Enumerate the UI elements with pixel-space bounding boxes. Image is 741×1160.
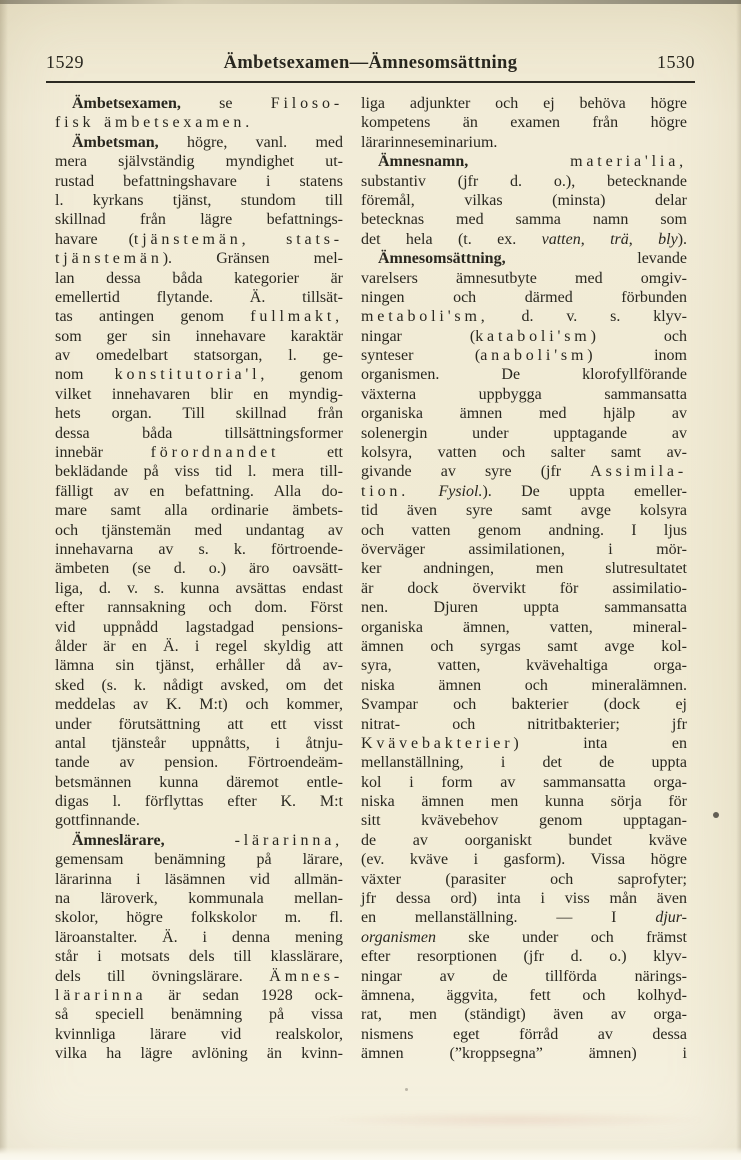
text-line [361, 773, 687, 792]
text-line [55, 540, 343, 559]
text-segment: nom [55, 366, 115, 384]
text-line [361, 753, 687, 772]
text-line [55, 462, 343, 481]
text-segment: och vatten genom andning. I ljus [361, 521, 687, 539]
text-segment: efter resorptionen (jfr d. o.) klyv- [361, 948, 687, 966]
text-segment: betsmännen kunna däremot entle- [55, 773, 343, 791]
text-line [361, 521, 687, 540]
text-line [361, 443, 687, 462]
text-line [55, 482, 343, 501]
text-segment: ningen och därmed förbunden [361, 288, 687, 306]
letterspaced-term: materia'lia, [570, 153, 687, 171]
text-segment: havare ( [55, 230, 134, 248]
text-line [55, 424, 343, 443]
text-segment: mellanställning, i det de uppta [361, 754, 687, 772]
text-line [55, 908, 343, 927]
text-line [361, 1044, 687, 1063]
text-line [55, 715, 343, 734]
letterspaced-term: tjänstemän, stats- [133, 230, 343, 248]
text-segment: överväger assimilationen, i mör- [361, 540, 687, 558]
text-segment: liga, d. v. s. kunna avsättas endast [55, 579, 343, 597]
page-right-edge [736, 0, 741, 1160]
letterspaced-term: konstitutoria'l, [114, 366, 269, 384]
letterspaced-term: -lärarinna, [234, 831, 343, 849]
text-line [55, 521, 343, 540]
text-line [361, 676, 687, 695]
text-segment: , [628, 230, 659, 248]
text-segment: ningar ( [361, 327, 476, 345]
text-line [55, 676, 343, 695]
letterspaced-term: Filoso- [270, 95, 343, 112]
text-segment: l. kyrkans tjänst, stundom till [55, 191, 343, 209]
text-line [361, 889, 687, 908]
text-line [55, 191, 343, 210]
text-segment: ett [279, 444, 343, 462]
text-segment: hets organ. Till skillnad från [55, 405, 343, 423]
text-line [361, 928, 687, 947]
text-segment: tid även syre samt avge kolsyra [361, 502, 687, 520]
text-segment: ) inta en [513, 734, 687, 752]
text-segment: niska ämnen och mineralämnen. [361, 676, 687, 694]
ink-speck-small [405, 1088, 408, 1091]
letterspaced-term: metaboli'sm, [361, 308, 489, 326]
text-segment: givande av syre (jfr [361, 463, 591, 481]
text-line [55, 172, 343, 191]
text-line [361, 269, 687, 288]
text-line [361, 113, 687, 132]
text-line [361, 579, 687, 598]
text-segment: nismens eget förråd av dessa [361, 1025, 687, 1043]
text-segment: efter rannsakning och dom. Först [55, 599, 343, 617]
letterspaced-term: kataboli'sm [475, 327, 591, 345]
page-left-edge [0, 0, 8, 1160]
text-segment: beklädande på viss tid l. mera till- [55, 463, 343, 481]
entry-headword: Ämneslärare, [72, 831, 165, 849]
text-line [55, 773, 343, 792]
right-page-number: 1530 [657, 52, 695, 72]
text-line [361, 656, 687, 675]
text-line [361, 967, 687, 986]
text-line [361, 618, 687, 637]
text-line [361, 1025, 687, 1044]
text-line [361, 346, 687, 365]
letterspaced-term: tjänstemän [55, 250, 163, 268]
italic-term: organismen [361, 928, 436, 946]
text-line [55, 831, 343, 850]
text-line [361, 908, 687, 927]
text-line [55, 1044, 343, 1063]
text-segment: ningar av de tillförda närings- [361, 967, 687, 985]
text-line [361, 365, 687, 384]
ink-speck [713, 812, 719, 818]
text-segment: kolsyra, vatten och salter samt av- [361, 444, 687, 462]
text-line [361, 947, 687, 966]
text-line [361, 210, 687, 229]
text-segment: ). De uppta emeller- [482, 482, 688, 500]
text-segment: emellertid flytande. Ä. tillsät- [55, 288, 343, 306]
italic-term: bly [658, 230, 678, 248]
text-segment: (ev. kväve i gasform). Vissa högre [361, 851, 687, 869]
text-line [55, 152, 343, 171]
page-top-edge [0, 0, 741, 4]
text-segment: skolor, högre folkskolor m. fl. [55, 909, 343, 927]
text-line [361, 94, 687, 113]
text-line [361, 734, 687, 753]
text-segment: ) inom [587, 347, 687, 365]
text-line [55, 579, 343, 598]
text-segment: en mellanställning. — I [361, 909, 656, 927]
text-segment: se [180, 95, 271, 112]
text-line [55, 307, 343, 326]
text-segment [165, 832, 235, 849]
text-segment: och tjänstemän med undantag av [55, 521, 343, 539]
text-segment: d. v. s. klyv- [488, 308, 687, 326]
text-segment: sked (s. k. nådigt avsked, om det [55, 676, 343, 694]
text-line [55, 986, 343, 1005]
text-line [361, 462, 687, 481]
text-segment: Svampar och bakterier (dock ej [361, 696, 687, 714]
header-rule [46, 81, 695, 83]
page-bottom-edge [0, 1147, 741, 1160]
text-segment: så speciell benämning på vissa [55, 1006, 343, 1024]
text-line [361, 811, 687, 830]
text-segment: är dock övervikt för assimilatio- [361, 579, 687, 597]
text-line [55, 753, 343, 772]
text-segment: jfr dessa ord) inta i viss mån även [361, 890, 687, 908]
text-segment: antal tjänsteår uppnåtts, i åtnju- [55, 734, 343, 752]
running-header [46, 52, 695, 74]
text-segment: växter (parasiter och saprofyter; [361, 870, 687, 888]
text-line [361, 404, 687, 423]
text-line [361, 870, 687, 889]
text-line [55, 269, 343, 288]
text-segment: syra, vatten, kvävehaltiga orga- [361, 657, 687, 675]
text-segment: skillnad från lägre befattnings- [55, 211, 343, 229]
text-line [361, 715, 687, 734]
text-segment: levande [505, 250, 687, 268]
letterspaced-term: förordnandet [150, 444, 280, 462]
text-segment: innehavarna av s. k. förtroende- [55, 540, 343, 558]
text-segment: mera självständig myndighet ut- [55, 153, 343, 171]
text-segment: solenergin under upptagande av [361, 424, 687, 442]
text-segment: ämnen (”kroppsegna” ämnen) i [361, 1045, 687, 1063]
text-segment: ämnena, äggvita, fett och kolhyd- [361, 986, 687, 1004]
text-segment: organiska ämnen med hjälp av [361, 405, 687, 423]
text-line [361, 540, 687, 559]
text-segment: rustad befattningshavare i statens [55, 172, 343, 190]
text-line [55, 501, 343, 520]
text-segment: varelsers ämnesutbyte med omgiv- [361, 269, 687, 287]
text-segment: meddelas av K. M:t) och kommer, [55, 696, 343, 714]
text-line [361, 482, 687, 501]
letterspaced-term: Kvävebakterier [361, 734, 514, 752]
letterspaced-term: Ämnes- [269, 967, 343, 985]
italic-term: Fysiol. [438, 482, 483, 500]
text-segment: vid uppnådd lagstadgad pensions- [55, 618, 343, 636]
text-line [55, 443, 343, 462]
text-segment: av omedelbart statsorgan, l. ge- [55, 347, 343, 365]
text-segment: ). [677, 230, 688, 248]
text-line [361, 559, 687, 578]
text-segment: de av oorganiskt bundet kväve [361, 831, 687, 849]
text-segment: det hela (t. ex. [361, 230, 542, 248]
text-line [361, 1005, 687, 1024]
text-line [361, 191, 687, 210]
text-segment: som ger sin innehavare karaktär [55, 327, 343, 345]
text-line [55, 288, 343, 307]
text-segment: föremål, vilkas (minsta) delar [361, 191, 687, 209]
text-line [55, 850, 343, 869]
text-segment: genom [268, 366, 343, 384]
text-segment: kol i form av sammansatta orga- [361, 773, 687, 791]
text-segment: organiska ämnen, vatten, mineral- [361, 618, 687, 636]
text-segment: lärarinneseminarium. [361, 133, 498, 151]
text-line [361, 792, 687, 811]
text-line [55, 618, 343, 637]
entry-headword: Ämbetsman, [72, 133, 159, 151]
text-line [55, 792, 343, 811]
text-segment: substantiv (jfr d. o.), betecknande [361, 172, 687, 190]
text-line [55, 947, 343, 966]
text-line [55, 404, 343, 423]
text-line [55, 870, 343, 889]
text-segment: kvinnliga lärare vid realskolor, [55, 1025, 343, 1043]
text-line [55, 230, 343, 249]
text-segment: kompetens än examen från högre [361, 114, 687, 132]
text-line [55, 637, 343, 656]
text-segment: läroanstalter. Ä. i denna mening [55, 928, 343, 946]
text-line [361, 385, 687, 404]
text-line [361, 249, 687, 268]
text-segment: innebär [55, 444, 151, 462]
text-segment [468, 153, 570, 170]
text-line [361, 230, 687, 249]
text-line [55, 210, 343, 229]
text-segment: niska ämnen men kunna sörja för [361, 793, 687, 811]
text-segment: ske under och främst [435, 928, 687, 946]
italic-term: djur- [655, 909, 687, 927]
text-line [55, 559, 343, 578]
text-segment: betecknas med samma namn som [361, 211, 687, 229]
text-line [361, 986, 687, 1005]
text-columns [55, 94, 687, 1064]
text-segment: synteser ( [361, 347, 481, 365]
text-segment: na läroverk, kommunala mellan- [55, 890, 343, 908]
entry-headword: Ämnesomsättning, [378, 250, 506, 268]
text-segment: fälligt av en befattning. Alla do- [55, 482, 343, 500]
letterspaced-term: anaboli'sm [480, 347, 588, 365]
text-line [55, 327, 343, 346]
text-segment: vilka ha lägre avlöning än kvinn- [55, 1045, 343, 1063]
italic-term: trä [610, 230, 629, 248]
text-segment: under förutsättning att ett visst [55, 715, 343, 733]
text-line [361, 288, 687, 307]
text-segment: organismen. De klorofyllförande [361, 366, 687, 384]
text-line [361, 172, 687, 191]
text-segment: står i motsats dels till klasslärare, [55, 948, 343, 966]
text-line [55, 695, 343, 714]
text-line [361, 850, 687, 869]
text-segment: vilket innehavaren blir en myndig- [55, 385, 343, 403]
text-line [55, 249, 343, 268]
text-segment: lämna sin tjänst, erhåller då av- [55, 657, 343, 675]
text-segment: växterna uppbygga sammansatta [361, 385, 687, 403]
text-segment: tande av pension. Förtroendeäm- [55, 754, 343, 772]
entry-headword: Ämnesnamn, [378, 153, 469, 171]
text-segment: är sedan 1928 ock- [146, 986, 343, 1004]
text-segment: lärarinna i läsämnen vid allmän- [55, 870, 343, 888]
text-line [55, 1025, 343, 1044]
text-segment: ämnen och syrgas samt avge kol- [361, 637, 687, 655]
text-line [55, 967, 343, 986]
text-segment: gottfinnande. [55, 812, 140, 830]
right-column [361, 94, 687, 1064]
text-line [55, 598, 343, 617]
letterspaced-term: Assimila- [590, 463, 687, 481]
text-line [55, 113, 343, 132]
text-segment: gemensam benämning på lärare, [55, 851, 343, 869]
text-line [361, 133, 687, 152]
letterspaced-term: lärarinna [55, 986, 147, 1004]
text-segment: digas l. förflyttas efter K. M:t [55, 793, 343, 811]
text-line [361, 598, 687, 617]
scan-smudge [320, 1112, 710, 1128]
left-page-number: 1529 [46, 52, 84, 72]
text-line [361, 501, 687, 520]
text-line [55, 928, 343, 947]
letterspaced-term: fullmakt, [250, 308, 343, 326]
letterspaced-term: tion. [361, 482, 410, 500]
text-segment: sitt kvävebehov genom upptagan- [361, 812, 687, 830]
text-line [55, 94, 343, 113]
text-line [361, 695, 687, 714]
text-segment: nitrat- och nitritbakterier; jfr [361, 715, 687, 733]
italic-term: vatten [541, 230, 581, 248]
letterspaced-term: fisk ämbetsexamen. [55, 114, 254, 132]
text-segment: liga adjunkter och ej behöva högre [361, 95, 687, 112]
text-segment: högre, vanl. med [158, 133, 343, 151]
text-line [55, 1005, 343, 1024]
text-line [55, 365, 343, 384]
text-segment: rat, men (ständigt) även av orga- [361, 1006, 687, 1024]
text-segment: dels till övningslärare. [55, 967, 270, 985]
text-segment: ålder är en Ä. i regel skyldig att [55, 637, 343, 655]
text-line [361, 637, 687, 656]
text-segment: ). Gränsen mel- [162, 250, 343, 268]
text-line [55, 734, 343, 753]
text-line [55, 346, 343, 365]
text-line [361, 831, 687, 850]
text-line [55, 133, 343, 152]
header-title: Ämbetsexamen—Ämnesomsättning [223, 53, 518, 73]
entry-headword: Ämbetsexamen, [72, 95, 181, 112]
text-line [361, 327, 687, 346]
text-segment: mare samt alla ordinarie ämbets- [55, 502, 343, 520]
text-segment: ämbeten (se d. o.) äro oavsätt- [55, 560, 343, 578]
text-segment: lan dessa båda kategorier är [55, 269, 343, 287]
text-line [361, 152, 687, 171]
text-line [361, 307, 687, 326]
text-segment: ker andningen, men slutresultatet [361, 560, 687, 578]
text-line [55, 656, 343, 675]
text-segment: dessa båda tillsättningsformer [55, 424, 343, 442]
text-segment: nen. Djuren uppta sammansatta [361, 599, 687, 617]
text-line [55, 385, 343, 404]
left-column [55, 94, 343, 1064]
text-segment [409, 483, 438, 500]
text-segment: tas antingen genom [55, 308, 251, 326]
text-segment: ) och [590, 327, 687, 345]
text-line [55, 889, 343, 908]
text-segment: , [580, 230, 611, 248]
text-line [55, 811, 343, 830]
text-line [361, 424, 687, 443]
